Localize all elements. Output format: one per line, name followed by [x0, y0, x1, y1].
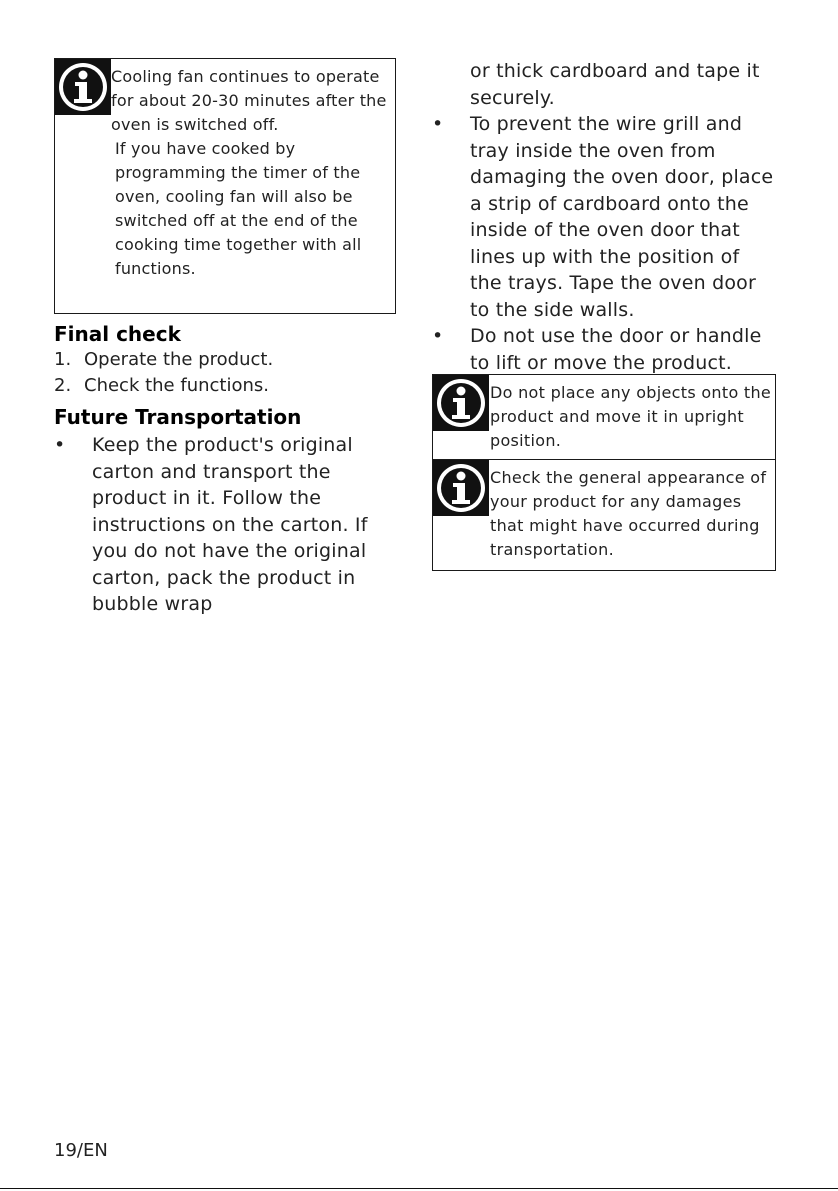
page-number: 19/EN [54, 1140, 108, 1161]
info-box-text: Do not place any objects onto the product and move it in upright position. [490, 383, 772, 450]
bottom-rule [0, 1188, 838, 1189]
list-item: • Do not use the door or handle to lift or move the product. [432, 325, 762, 374]
info-icon [433, 375, 489, 431]
info-icon [433, 460, 489, 516]
info-text-line1: Cooling fan continues to operate for about 20-30 minutes after the oven is switched off. [111, 67, 387, 134]
info-box-cooling-fan [54, 58, 396, 314]
info-box-appearance [432, 459, 776, 571]
info-icon [55, 59, 111, 115]
list-item: 1. Operate the product. [54, 349, 274, 370]
info-box-upright [432, 374, 776, 460]
info-box-text: Check the general appearance of your product for any damages that might have occurred during transportation. [490, 467, 767, 559]
future-transportation-heading: Future Transportation [54, 405, 302, 429]
list-item: • To prevent the wire grill and tray inside the oven from damaging the oven door, place a strip of cardboard onto the inside of the oven door that lines up with the position of the trays. Tape the oven door to the side walls. [432, 113, 774, 321]
right-column [432, 58, 777, 571]
list-item: • Keep the product's original carton and transport the product in it. Follow the instructions on the carton. If you do not have the original carton, pack the product in bubble wrap [54, 434, 368, 615]
final-check-list [54, 347, 399, 399]
info-box-text [111, 65, 393, 281]
continuation-text: or thick cardboard and tape it securely. [470, 60, 760, 109]
left-column [54, 58, 399, 618]
final-check-heading: Final check [54, 322, 181, 346]
list-item: 2. Check the functions. [54, 375, 269, 396]
info-text-line2: If you have cooked by programming the timer of the oven, cooling fan will also be switched off at the end of the cooking time together with all functions. [115, 139, 362, 278]
